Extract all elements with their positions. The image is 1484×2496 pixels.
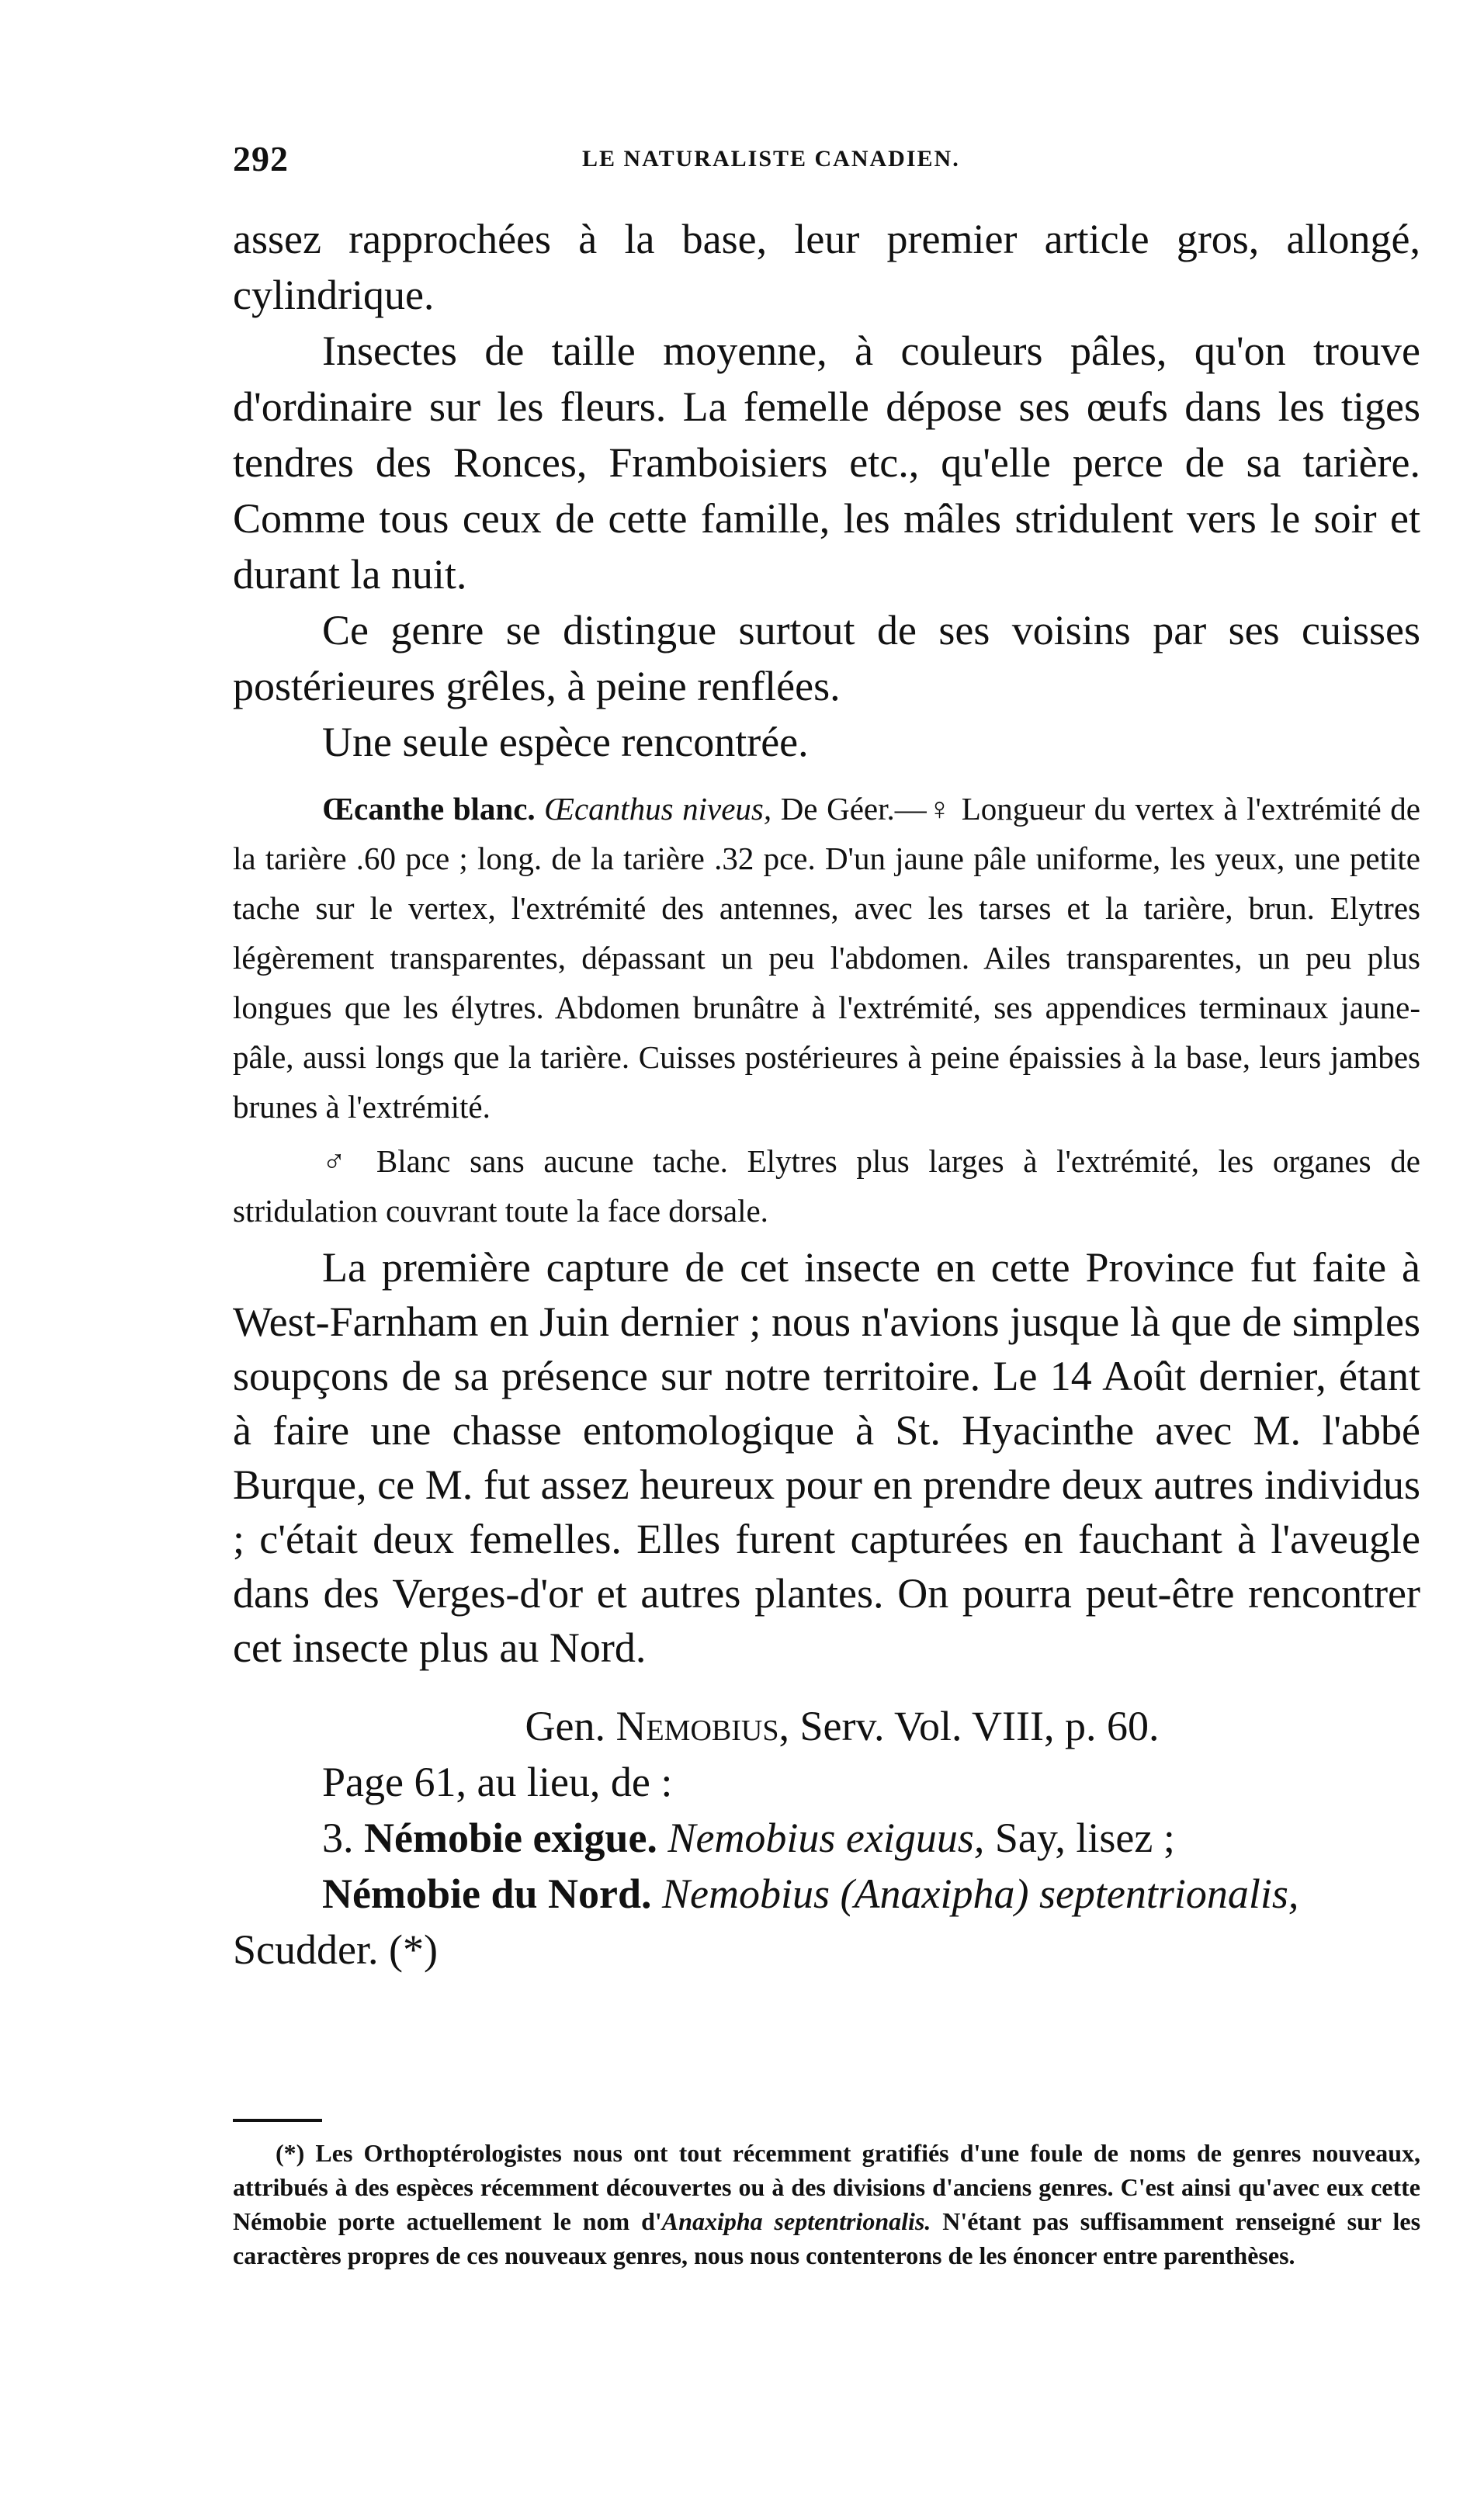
page-correction-note: Page 61, au lieu, de : — [322, 1759, 673, 1805]
new-author-line: Scudder. (*) — [233, 1926, 438, 1973]
paragraph-distinction: Ce genre se distingue surtout de ses voisins par ses cuisses postérieures grêles, à peine renflées. — [233, 607, 1420, 709]
new-common-name: Némobie du Nord. — [322, 1870, 652, 1917]
paragraph-continuation: assez rapprochées à la base, leur premier article gros, allongé, cylindrique. — [233, 216, 1420, 318]
footnote-marker: (*) — [276, 2139, 305, 2167]
genus-prefix: Gen. — [525, 1703, 605, 1749]
new-latin-subgenus: (Anaxipha) — [840, 1870, 1029, 1917]
page-number: 292 — [233, 139, 289, 179]
paragraph-capture: La première capture de cet insecte en cette Province fut faite à West-Farnham en Juin dernier ; nous n'avions jusque là que de simples soupçons de sa présence sur notre territoire. Le 14 Août dernier, étant à faire une chasse entomologique à St. Hyacinthe avec M. l'abbé Burque, ce M. fut assez heureux pour en prendre deux autres individus ; c'était deux femelles. Elles furent capturées en fauchant à l'aveugle dans des Verges-d'or et autres plantes. On pourra peut-être rencontrer cet insecte plus au Nord. — [233, 1244, 1420, 1671]
genus-reference: , Serv. Vol. VIII, p. 60. — [778, 1703, 1160, 1749]
old-author: Say, lisez ; — [994, 1815, 1175, 1861]
species-description: De Géer.—♀ Longueur du vertex à l'extrémité de la tarière .60 pce ; long. de la tarière .32 pce. D'un jaune pâle uniforme, les yeux, une petite tache sur le vertex, l'extrémité des antennes, avec les tarses et la tarière, brun. Elytres légèrement transparentes, dépassant un peu l'abdomen. Ailes transparentes, un peu plus longues que les élytres. Abdomen brunâtre à l'extrémité, ses appendices terminaux jaune-pâle, aussi longs que la tarière. Cuisses postérieures à peine épaissies à la base, leurs jambes brunes à l'extrémité. — [233, 791, 1421, 1125]
old-common-name: Némobie exigue. — [364, 1815, 657, 1861]
new-name-line — [233, 1866, 1420, 1922]
genus-name: Nemobius — [615, 1703, 779, 1749]
footnote-rule — [233, 2119, 322, 2122]
genus-heading — [233, 1698, 1420, 1754]
running-title: LE NATURALISTE CANADIEN. — [582, 146, 960, 172]
species-male-description: ♂ Blanc sans aucune tache. Elytres plus larges à l'extrémité, les organes de stridulation couvrant toute la face dorsale. — [233, 1143, 1420, 1229]
old-latin-name: Nemobius exiguus, — [667, 1815, 985, 1861]
paragraph-habits: Insectes de taille moyenne, à couleurs pâles, qu'on trouve d'ordinaire sur les fleurs. La femelle dépose ses œufs dans les tiges tendres des Ronces, Framboisiers etc., qu'elle perce de sa tarière. Comme tous ceux de cette famille, les mâles stridulent vers le soir et durant la nuit. — [233, 328, 1420, 598]
paragraph-single-species: Une seule espèce rencontrée. — [322, 719, 809, 765]
footnote-text-b: N'étant pas suffisamment renseigné sur les caractères propres de ces nouveaux genres, nous nous contenterons de les énoncer entre parenthèses. — [233, 2207, 1421, 2269]
page-header — [233, 138, 1420, 185]
old-name-line — [233, 1810, 1420, 1866]
new-latin-species: septentrionalis, — [1038, 1870, 1299, 1917]
main-text — [233, 211, 1420, 1978]
footnote — [233, 2136, 1420, 2272]
species-common-name: Œcanthe blanc. — [322, 791, 536, 827]
species-latin-name: Œcanthus niveus, — [544, 791, 772, 827]
footnote-italic-name: Anaxipha septentrionalis. — [661, 2207, 931, 2235]
species-entry — [233, 784, 1420, 1132]
footnote-text-a: Les Orthoptérologistes nous ont tout récemment gratifiés d'une foule de noms de genres nouveaux, attribués à des espèces récemment découvertes ou à des divisions d'anciens genres. C'est ainsi qu'avec eux cette Némobie porte actuellement le nom d' — [233, 2139, 1421, 2235]
item-number: 3. — [322, 1815, 354, 1861]
new-latin-genus: Nemobius — [662, 1870, 830, 1917]
